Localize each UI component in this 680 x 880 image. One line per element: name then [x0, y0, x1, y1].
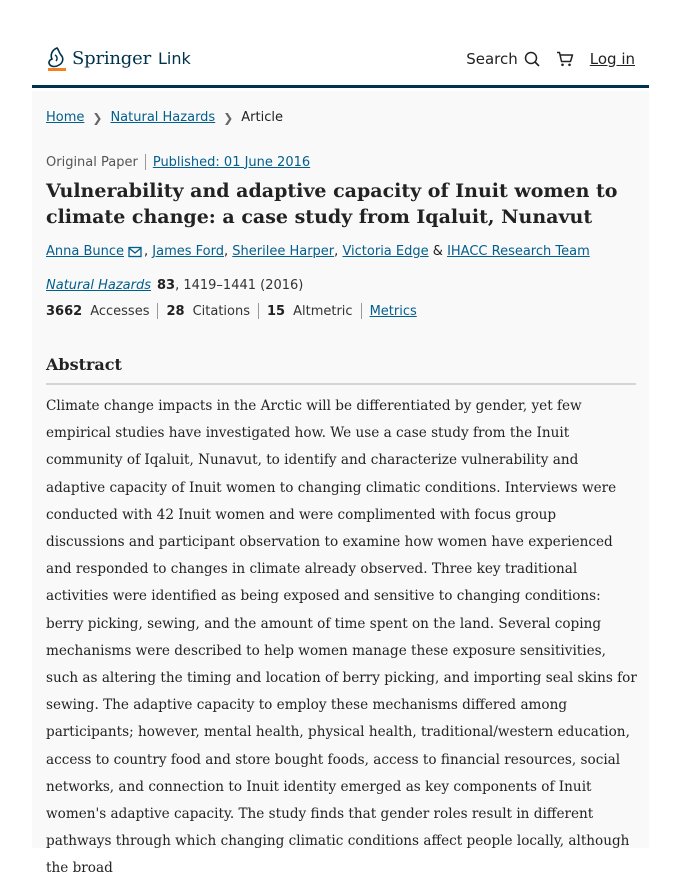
search-label: Search — [466, 49, 518, 68]
author-link[interactable]: James Ford — [152, 244, 224, 259]
journal-citation — [46, 278, 303, 293]
brand-name: Springer — [72, 48, 151, 69]
brand-suffix: Link — [158, 49, 191, 68]
citations-count: 28 — [166, 303, 185, 319]
chevron-right-icon: ❯ — [92, 110, 103, 125]
author-separator: , — [334, 244, 339, 259]
author-link[interactable]: IHACC Research Team — [447, 244, 590, 259]
springer-horse-icon — [46, 46, 68, 72]
author-link[interactable]: Sherilee Harper — [232, 244, 335, 259]
published-date-link[interactable]: Published: 01 June 2016 — [152, 154, 311, 170]
springer-link-logo[interactable] — [46, 46, 191, 72]
abstract-heading: Abstract — [46, 355, 636, 385]
journal-pages: , 1419–1441 (2016) — [175, 278, 304, 293]
author-link[interactable]: Victoria Edge — [342, 244, 429, 259]
author-link[interactable]: Anna Bunce — [46, 244, 125, 259]
journal-volume: 83 — [156, 278, 176, 293]
accesses-count: 3662 — [46, 303, 83, 319]
metrics-divider — [361, 303, 362, 319]
login-link[interactable]: Log in — [589, 49, 635, 68]
meta-divider — [145, 154, 146, 170]
altmetric-label: Altmetric — [293, 303, 353, 319]
breadcrumb — [46, 110, 283, 125]
chevron-right-icon: ❯ — [223, 110, 234, 125]
metrics-divider — [258, 303, 259, 319]
author-and: & — [432, 244, 443, 259]
citations-label: Citations — [192, 303, 250, 319]
author-separator: , — [224, 244, 229, 259]
breadcrumb-home[interactable]: Home — [46, 110, 85, 125]
breadcrumb-current: Article — [241, 110, 283, 125]
cart-icon[interactable] — [556, 51, 574, 67]
accesses-label: Accesses — [90, 303, 150, 319]
article-metrics — [46, 303, 417, 319]
article-main — [32, 91, 649, 877]
mail-icon[interactable] — [128, 246, 142, 258]
metrics-link[interactable]: Metrics — [369, 303, 417, 319]
author-separator: , — [144, 244, 149, 259]
breadcrumb-natural-hazards[interactable]: Natural Hazards — [110, 110, 216, 125]
article-title: Vulnerability and adaptive capacity of Inuit women to climate change: a case study from Iqaluit, Nunavut — [46, 180, 618, 228]
article-meta — [46, 154, 310, 170]
header-actions — [466, 50, 635, 68]
metrics-divider — [157, 303, 158, 319]
article-type: Original Paper — [46, 154, 138, 170]
abstract-text: Climate change impacts in the Arctic will be differentiated by gender, yet few empirical studies have investigated how. We use a case study from the Inuit community of Iqaluit, Nunavut, to identify and characterize vulnerability and adaptive capacity of Inuit women to changing climatic conditions. Interviews were conducted with 42 Inuit women and were complimented with focus group discussions and participant observation to examine how women have experienced and responded to changes in climate already observed. Three key traditional activities were identified as being exposed and sensitive to changing conditions: berry picking, sewing, and the amount of time spent on the land. Several coping mechanisms were described to help women manage these exposure sensitivities, such as altering the timing and location of berry picking, and importing seal skins for sewing. The adaptive capacity to employ these mechanisms differed among participants; however, mental health, physical health, traditional/western education, access to country food and store bought foods, access to financial resources, social networks, and connection to Inuit identity emerged as key components of Inuit women's adaptive capacity. The study finds that gender roles result in different pathways through which changing climatic conditions affect people locally, although the broad — [46, 398, 637, 877]
author-list — [46, 244, 590, 259]
site-header — [32, 40, 649, 88]
journal-link[interactable]: Natural Hazards — [46, 278, 151, 293]
search-icon — [524, 51, 540, 67]
search-button[interactable] — [466, 50, 540, 68]
altmetric-count: 15 — [267, 303, 286, 319]
